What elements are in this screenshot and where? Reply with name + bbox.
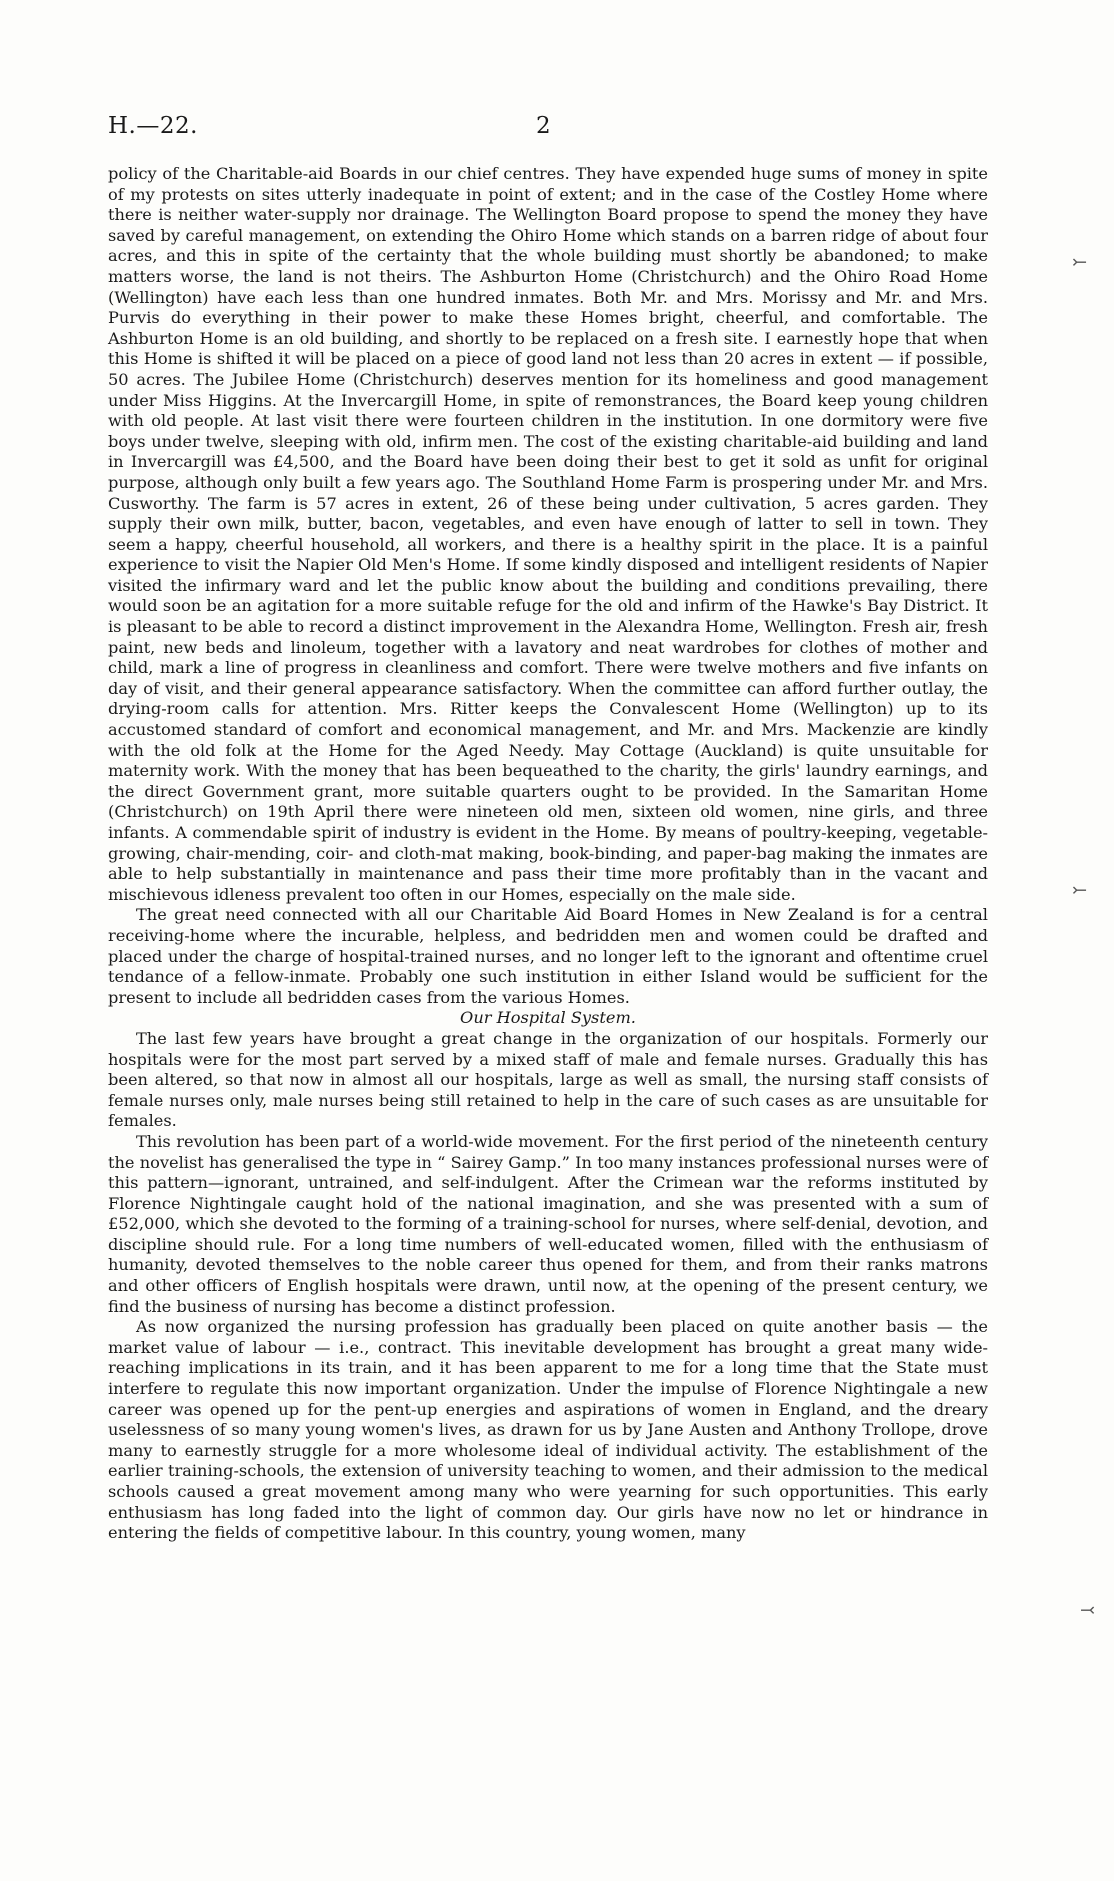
paragraph: This revolution has been part of a world-wide movement. For the first period of the nineteenth century the novelist has generalised the type in “ Sairey Gamp.” In too many instances professional nurses were of this pattern—ignorant, untrained, and self-indulgent. After the Crimean war the reforms instituted by Florence Nightingale caught hold of the national imagination, and she was presented with a sum of £52,000, which she devoted to the forming of a training-school for nurses, where self-denial, devotion, and discipline should rule. For a long time numbers of well-educated women, filled with the enthusiasm of humanity, devoted themselves to the noble career thus opened for them, and from their ranks matrons and other officers of English hospitals were drawn, until now, at the opening of the present century, we find the business of nursing has become a distinct profession. — [108, 1131, 988, 1316]
paragraph: As now organized the nursing profession has gradually been placed on quite another basis — the market value of labour — i.e., contract. This inevitable development has brought a great many wide-reaching implications in its train, and it has been apparent to me for a long time that the State must interfere to regulate this now important organization. Under the impulse of Florence Nightingale a new career was opened up for the pent-up energies and aspirations of women in England, and the dreary uselessness of so many young women's lives, as drawn for us by Jane Austen and Anthony Trollope, drove many to earnestly struggle for a more wholesome ideal of individual activity. The establishment of the earlier training-schools, the extension of university teaching to women, and their admission to the medical schools caused a great movement among many who were yearning for such opportunities. This early enthusiasm has long faded into the light of common day. Our girls have now no let or hindrance in entering the fields of competitive labour. In this country, young women, many — [108, 1317, 988, 1543]
paragraph: policy of the Charitable-aid Boards in our chief centres. They have expended huge sums of money in spite of my protests on sites utterly inadequate in point of extent; and in the case of the Costley Home where there is neither water-supply nor drainage. The Wellington Board propose to spend the money they have saved by careful management, on extending the Ohiro Home which stands on a barren ridge of about four acres, and this in spite of the certainty that the whole building must shortly be abandoned; to make matters worse, the land is not theirs. The Ashburton Home (Christchurch) and the Ohiro Road Home (Wellington) have each less than one hundred inmates. Both Mr. and Mrs. Morissy and Mr. and Mrs. Purvis do everything in their power to make these Homes bright, cheerful, and comfortable. The Ashburton Home is an old building, and shortly to be replaced on a fresh site. I earnestly hope that when this Home is shifted it will be placed on a piece of good land not less than 20 acres in extent — if possible, 50 acres. The Jubilee Home (Christchurch) deserves mention for its homeliness and good management under Miss Higgins. At the Invercargill Home, in spite of remonstrances, the Board keep young children with old people. At last visit there were fourteen children in the institution. In one dormitory were five boys under twelve, sleeping with old, infirm men. The cost of the existing charitable-aid building and land in Invercargill was £4,500, and the Board have been doing their best to get it sold as unfit for original purpose, although only built a few years ago. The Southland Home Farm is prospering under Mr. and Mrs. Cusworthy. The farm is 57 acres in extent, 26 of these being under cultivation, 5 acres garden. They supply their own milk, butter, bacon, vegetables, and even have enough of latter to sell in town. They seem a happy, cheerful household, all workers, and there is a healthy spirit in the place. It is a painful experience to visit the Napier Old Men's Home. If some kindly disposed and intelligent residents of Napier visited the infirmary ward and let the public know about the building and conditions prevailing, there would soon be an agitation for a more suitable refuge for the old and infirm of the Hawke's Bay District. It is pleasant to be able to record a distinct improvement in the Alexandra Home, Wellington. Fresh air, fresh paint, new beds and linoleum, together with a lavatory and neat wardrobes for clothes of mother and child, mark a line of progress in cleanliness and comfort. There were twelve mothers and five infants on day of visit, and their general appearance satisfactory. When the committee can afford further outlay, the drying-room calls for attention. Mrs. Ritter keeps the Convalescent Home (Wellington) up to its accustomed standard of comfort and economical management, and Mr. and Mrs. Mackenzie are kindly with the old folk at the Home for the Aged Needy. May Cottage (Auckland) is quite unsuitable for maternity work. With the money that has been bequeathed to the charity, the girls' laundry earnings, and the direct Government grant, more suitable quarters ought to be provided. In the Samaritan Home (Christchurch) on 19th April there were nineteen old men, sixteen old women, nine girls, and three infants. A commendable spirit of industry is evident in the Home. By means of poultry-keeping, vegetable-growing, chair-mending, coir- and cloth-mat making, book-binding, and paper-bag making the inmates are able to help substantially in maintenance and pass their time more profitably than in the vacant and mischievous idleness prevalent too often in our Homes, especially on the male side. — [108, 164, 988, 904]
margin-pen-mark: ⤚ — [1072, 880, 1088, 901]
page-number: 2 — [536, 113, 551, 139]
paragraph: The last few years have brought a great change in the organization of our hospitals. Formerly our hospitals were for the most part served by a mixed staff of male and female nurses. Gradually this has been altered, so that now in almost all our hospitals, large as well as small, the nursing staff consists of female nurses only, male nurses being still retained to help in the care of such cases as are unsuitable for females. — [108, 1028, 988, 1131]
document-reference: H.—22. — [108, 113, 198, 139]
body-text — [108, 164, 988, 1544]
paragraph: The great need connected with all our Charitable Aid Board Homes in New Zealand is for a central receiving-home where the incurable, helpless, and bedridden men and women could be drafted and placed under the charge of hospital-trained nurses, and no longer left to the ignorant and oftentime cruel tendance of a fellow-inmate. Probably one such institution in either Island would be sufficient for the present to include all bedridden cases from the various Homes. — [108, 905, 988, 1007]
margin-pen-mark: ⤚ — [1072, 252, 1088, 273]
margin-pen-mark: ⤙ — [1080, 1600, 1096, 1621]
section-heading: Our Hospital System. — [460, 1008, 636, 1028]
